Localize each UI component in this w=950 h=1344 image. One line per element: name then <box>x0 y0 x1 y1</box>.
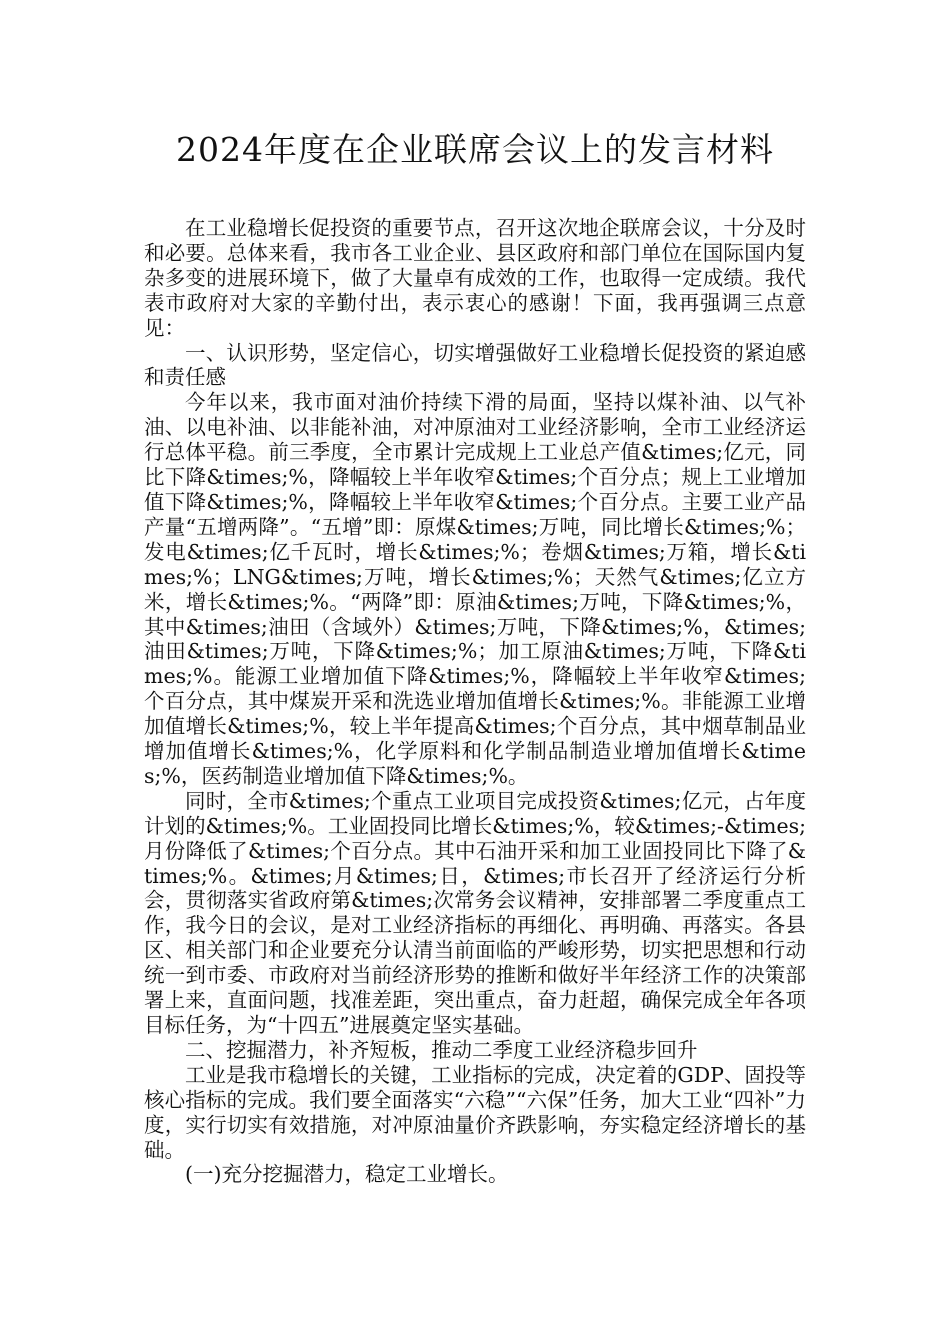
document-title: 2024年度在企业联席会议上的发言材料 <box>176 130 774 169</box>
section-heading-1: 一、认识形势，坚定信心，切实增强做好工业稳增长促投资的紧迫感和责任感 <box>144 340 806 390</box>
document-body <box>144 216 806 1187</box>
subsection-heading-1: (一)充分挖掘潜力，稳定工业增长。 <box>185 1162 509 1187</box>
paragraph-industry-overview: 今年以来，我市面对油价持续下滑的局面，坚持以煤补油、以气补油、以电补油、以非能补油，对冲原油对工业经济影响，全市工业经济运行总体平稳。前三季度，全市累计完成规上工业总产值&times;亿元，同比下降&times;%，降幅较上半年收窄&times;个百分点；规上工业增加值下降&times;%，降幅较上半年收窄&times;个百分点。主要工业产品产量“五增两降”。“五增”即：原煤&times;万吨，同比增长&times;%；发电&times;亿千瓦时，增长&times;%；卷烟&times;万箱，增长&times;%；LNG&times;万吨，增长&times;%；天然气&times;亿立方米，增长&times;%。“两降”即：原油&times;万吨，下降&times;%，其中&times;油田（含域外）&times;万吨，下降&times;%，&times;油田&times;万吨，下降&times;%；加工原油&times;万吨，下降&times;%。能源工业增加值下降&times;%，降幅较上半年收窄&times;个百分点，其中煤炭开采和洗选业增加值增长&times;%。非能源工业增加值增长&times;%，较上半年提高&times;个百分点，其中烟草制品业增加值增长&times;%，化学原料和化学制品制造业增加值增长&times;%，医药制造业增加值下降&times;%。 <box>144 390 806 788</box>
paragraph-industry-key: 工业是我市稳增长的关键，工业指标的完成，决定着的GDP、固投等核心指标的完成。我们要全面落实“六稳”“六保”任务，加大工业“四补”力度，实行切实有效措施，对冲原油量价齐跌影响，夯实稳定经济增长的基础。 <box>144 1062 806 1162</box>
section-heading-2: 二、挖掘潜力，补齐短板，推动二季度工业经济稳步回升 <box>185 1037 698 1062</box>
paragraph-investment: 同时，全市&times;个重点工业项目完成投资&times;亿元，占年度计划的&times;%。工业固投同比增长&times;%，较&times;-&times;月份降低了&times;个百分点。其中石油开采和加工业固投同比下降了&times;%。&times;月&times;日，&times;市长召开了经济运行分析会，贯彻落实省政府第&times;次常务会议精神，安排部署二季度重点工作，我今日的会议，是对工业经济指标的再细化、再明确、再落实。各县区、相关部门和企业要充分认清当前面临的严峻形势，切实把思想和行动统一到市委、市政府对当前经济形势的推断和做好半年经济工作的决策部署上来，直面问题，找准差距，突出重点，奋力赶超，确保完成全年各项目标任务，为“十四五”进展奠定坚实基础。 <box>144 788 806 1037</box>
paragraph-intro: 在工业稳增长促投资的重要节点，召开这次地企联席会议，十分及时和必要。总体来看，我市各工业企业、县区政府和部门单位在国际国内复杂多变的进展环境下，做了大量卓有成效的工作，也取得一定成绩。我代表市政府对大家的辛勤付出，表示衷心的感谢！下面，我再强调三点意见： <box>144 216 806 340</box>
